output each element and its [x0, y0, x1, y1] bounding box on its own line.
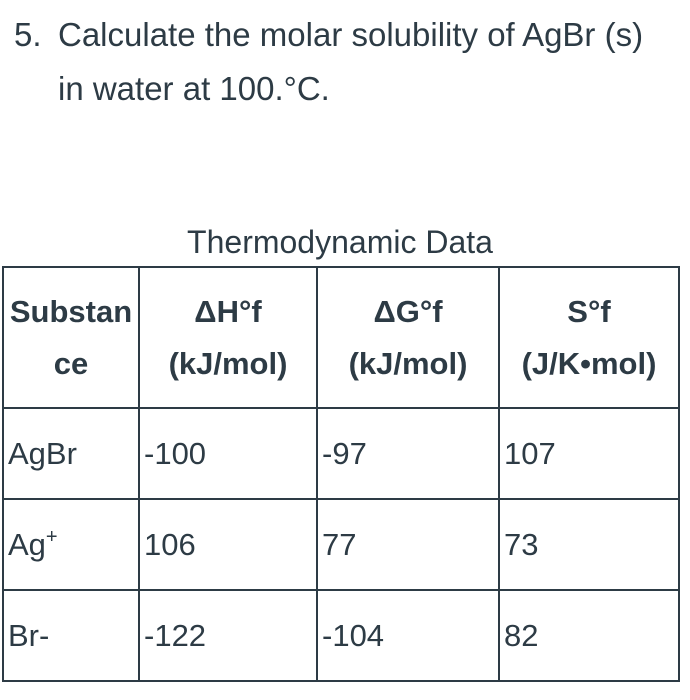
header-substance-line-2: ce [53, 345, 89, 381]
header-substance [3, 267, 139, 408]
cell-substance [3, 499, 139, 590]
cell-entropy: 107 [499, 408, 679, 499]
question-text [14, 8, 674, 116]
header-gibbs [317, 267, 499, 408]
cell-enthalpy: -100 [139, 408, 317, 499]
thermodynamic-data-table [2, 266, 680, 682]
header-entropy-line-2: (J/K•mol) [521, 345, 657, 381]
substance-name: Br- [8, 617, 50, 653]
substance-charge: + [45, 525, 58, 548]
substance-name: AgBr [8, 435, 77, 471]
cell-gibbs: 77 [317, 499, 499, 590]
header-enthalpy-line-2: (kJ/mol) [168, 345, 288, 381]
table-header-row [3, 267, 679, 408]
question-line-2: in water at 100.°C. [58, 70, 330, 107]
question-line-1-text: Calculate the molar solubility of AgBr (s) [58, 16, 644, 53]
header-substance-line-1: Substan [9, 293, 133, 329]
header-enthalpy [139, 267, 317, 408]
header-gibbs-line-2: (kJ/mol) [348, 345, 468, 381]
cell-enthalpy: 106 [139, 499, 317, 590]
header-entropy [499, 267, 679, 408]
header-gibbs-line-1: ΔG°f [373, 293, 443, 329]
cell-gibbs: -104 [317, 590, 499, 681]
cell-gibbs: -97 [317, 408, 499, 499]
cell-substance [3, 408, 139, 499]
cell-entropy: 73 [499, 499, 679, 590]
header-enthalpy-line-1: ΔH°f [194, 293, 262, 329]
cell-enthalpy: -122 [139, 590, 317, 681]
question-line-1 [14, 8, 674, 62]
table-row [3, 408, 679, 499]
cell-entropy: 82 [499, 590, 679, 681]
substance-name: Ag [8, 526, 46, 562]
table-row [3, 499, 679, 590]
cell-substance [3, 590, 139, 681]
header-entropy-line-1: S°f [567, 293, 611, 329]
table-caption: Thermodynamic Data [187, 224, 493, 260]
question-number: 5. [14, 16, 42, 53]
table-row [3, 590, 679, 681]
